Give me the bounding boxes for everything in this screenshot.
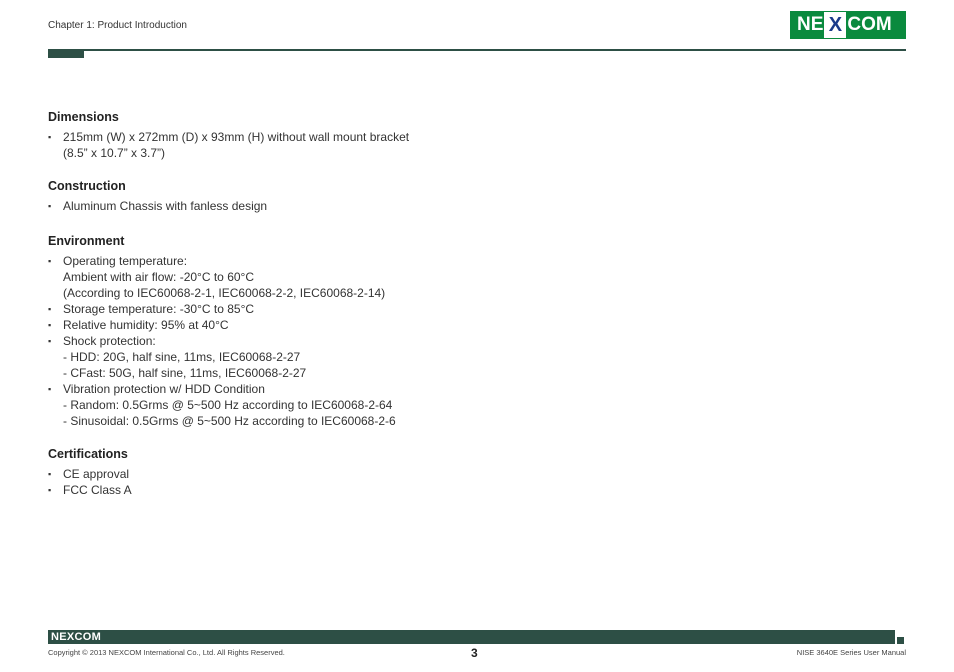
- logo-x: X: [824, 12, 846, 38]
- list-item: ▪ Vibration protection w/ HDD Condition - Random: 0.5Grms @ 5~500 Hz according to IEC60068-2-64 - Sinusoidal: 0.5Grms @ 5~500 Hz according to IEC60068-2-6: [48, 381, 868, 429]
- list-item: ▪ Aluminum Chassis with fanless design: [48, 198, 868, 214]
- list-item: ▪ FCC Class A: [48, 482, 868, 498]
- footer-bar: [48, 630, 888, 644]
- section-certifications: [48, 446, 868, 498]
- section-title: Environment: [48, 234, 125, 248]
- list-item: ▪ Storage temperature: -30°C to 85°C: [48, 301, 868, 317]
- section-title: Construction: [48, 179, 126, 193]
- spec-content: [48, 109, 868, 498]
- list-item: ▪ Relative humidity: 95% at 40°C: [48, 317, 868, 333]
- page-number: 3: [471, 646, 478, 660]
- footer-squares-icon: [888, 630, 906, 644]
- list-item: ▪ CE approval: [48, 466, 868, 482]
- list-item: ▪ Shock protection: - HDD: 20G, half sine, 11ms, IEC60068-2-27 - CFast: 50G, half sine, 11ms, IEC60068-2-27: [48, 333, 868, 381]
- list-item: ▪ 215mm (W) x 272mm (D) x 93mm (H) without wall mount bracket (8.5” x 10.7” x 3.7”): [48, 129, 868, 161]
- manual-title: NISE 3640E Series User Manual: [796, 648, 906, 657]
- section-environment: [48, 233, 868, 429]
- logo-ne: NE: [797, 14, 824, 35]
- footer-logo: NEXCOM: [51, 631, 102, 643]
- section-dimensions: [48, 109, 868, 161]
- header-divider: [48, 49, 906, 51]
- section-title: Dimensions: [48, 110, 119, 124]
- header-accent-block: [48, 49, 84, 58]
- list-item: ▪ Operating temperature: Ambient with air flow: -20°C to 60°C (According to IEC60068-2-1, IEC60068-2-2, IEC60068-2-14): [48, 253, 868, 301]
- copyright-text: Copyright © 2013 NEXCOM International Co., Ltd. All Rights Reserved.: [48, 648, 285, 657]
- logo-com: COM: [847, 14, 892, 35]
- nexcom-logo: [790, 11, 906, 39]
- section-construction: [48, 178, 868, 214]
- chapter-label: Chapter 1: Product Introduction: [48, 20, 187, 31]
- section-title: Certifications: [48, 447, 128, 461]
